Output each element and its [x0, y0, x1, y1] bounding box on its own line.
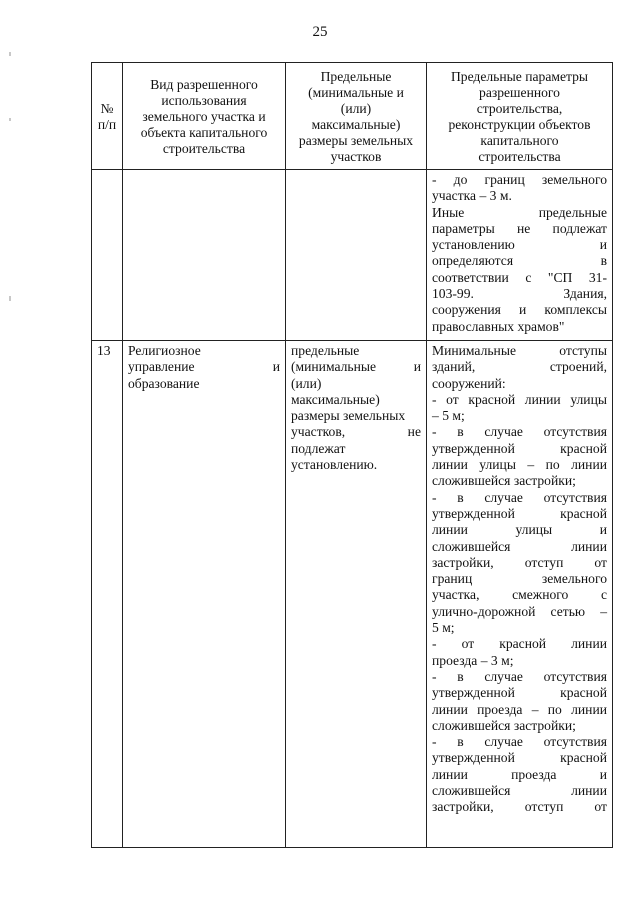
- text-line: максимальные): [291, 391, 380, 407]
- table-row-continuation: [92, 170, 613, 341]
- text-line: размеры земельных: [291, 408, 406, 424]
- text-line: - в случае отсутствия: [432, 668, 607, 684]
- text-line: Религиозное: [128, 343, 201, 358]
- table-row-13: [92, 341, 613, 848]
- regulation-table: [91, 62, 613, 848]
- text-line: участка – 3 м.: [432, 188, 512, 204]
- text-line: застройки, отступ от: [432, 799, 607, 815]
- cell-plot-size: [286, 341, 427, 848]
- scan-margin-mark: [9, 52, 11, 56]
- text-line: православных храмов": [432, 318, 565, 334]
- text-line: установлению.: [291, 457, 378, 473]
- header-text-line: Предельные: [320, 69, 392, 84]
- cell-plot-size: [286, 170, 427, 341]
- text-line: сложившейся линии: [432, 538, 607, 554]
- header-text-line: строительства: [478, 149, 561, 164]
- header-text-line: строительства,: [476, 101, 563, 116]
- text-line: утвержденной красной: [432, 750, 607, 766]
- header-text-line: размеры земельных: [298, 133, 414, 148]
- header-text-line: максимальные): [311, 117, 401, 132]
- text-line: – 5 м;: [432, 408, 465, 424]
- cell-number: 13: [92, 341, 123, 848]
- text-line: утвержденной красной: [432, 505, 607, 521]
- header-text-line: №: [100, 101, 114, 116]
- page-number: 25: [312, 24, 328, 40]
- text-line: сложившейся застройки;: [432, 717, 576, 733]
- text-line: Иные предельные: [432, 204, 607, 220]
- text-line: сооружений:: [432, 375, 506, 391]
- header-use-type: [123, 63, 286, 170]
- text-line: параметры не подлежат: [432, 220, 607, 236]
- header-text-line: строительства: [162, 141, 246, 156]
- text-line: участка, смежного с: [432, 587, 607, 603]
- header-number: [92, 63, 123, 170]
- cell-build-params: [427, 170, 613, 341]
- header-text-line: разрешенного: [479, 85, 560, 100]
- cell-build-params: [427, 341, 613, 848]
- header-text-line: Предельные параметры: [450, 69, 589, 84]
- text-line: 103-99. Здания,: [432, 286, 607, 302]
- text-line: соответствии с "СП 31-: [432, 269, 607, 285]
- header-text-line: реконструкции объектов: [448, 117, 591, 132]
- header-plot-size: [286, 63, 427, 170]
- text-line: проезда – 3 м;: [432, 652, 514, 668]
- text-line: - от красной линии улицы: [432, 391, 607, 407]
- header-text-line: п/п: [97, 117, 117, 132]
- text-line: - до границ земельного: [432, 172, 607, 187]
- text-line: линии проезда – по линии: [432, 701, 607, 717]
- text-line: границ земельного: [432, 571, 607, 587]
- text-line: определяются в: [432, 253, 607, 269]
- header-text-line: использования: [161, 93, 247, 108]
- scan-margin-mark: [9, 296, 11, 301]
- text-line: сложившейся линии: [432, 783, 607, 799]
- header-text-line: участков: [330, 149, 382, 164]
- text-line: предельные: [291, 343, 360, 358]
- text-line: - в случае отсутствия: [432, 734, 607, 750]
- scan-margin-mark: [9, 118, 11, 121]
- text-line: (минимальные и: [291, 359, 421, 375]
- text-line: линии улицы – по линии: [432, 457, 607, 473]
- table-header-row: [92, 63, 613, 170]
- cell-use-type: [123, 170, 286, 341]
- cell-number: [92, 170, 123, 341]
- header-text-line: (минимальные и: [308, 85, 404, 100]
- text-line: утвержденной красной: [432, 685, 607, 701]
- text-line: утвержденной красной: [432, 440, 607, 456]
- header-text-line: земельного участка и: [142, 109, 266, 124]
- header-text-line: объекта капитального: [140, 125, 268, 140]
- text-line: линии улицы и: [432, 522, 607, 538]
- header-text-line: (или): [340, 101, 372, 116]
- text-line: сооружения и комплексы: [432, 302, 607, 318]
- text-line: сложившейся застройки;: [432, 473, 576, 489]
- header-text-line: Вид разрешенного: [150, 77, 258, 92]
- text-line: участков, не: [291, 424, 421, 440]
- text-line: 5 м;: [432, 620, 455, 636]
- text-line: улично-дорожной сетью –: [432, 603, 607, 619]
- text-line: управление и: [128, 359, 280, 375]
- cell-use-type: [123, 341, 286, 848]
- text-line: - в случае отсутствия: [432, 424, 607, 440]
- text-line: застройки, отступ от: [432, 554, 607, 570]
- text-line: установлению и: [432, 237, 607, 253]
- text-line: зданий, строений,: [432, 359, 607, 375]
- header-build-params: [427, 63, 613, 170]
- text-line: (или): [291, 375, 322, 391]
- text-line: линии проезда и: [432, 766, 607, 782]
- text-line: - от красной линии: [432, 636, 607, 652]
- text-line: - в случае отсутствия: [432, 489, 607, 505]
- header-text-line: капитального: [480, 133, 559, 148]
- text-line: образование: [128, 375, 200, 391]
- text-line: Минимальные отступы: [432, 343, 607, 358]
- text-line: подлежат: [291, 440, 346, 456]
